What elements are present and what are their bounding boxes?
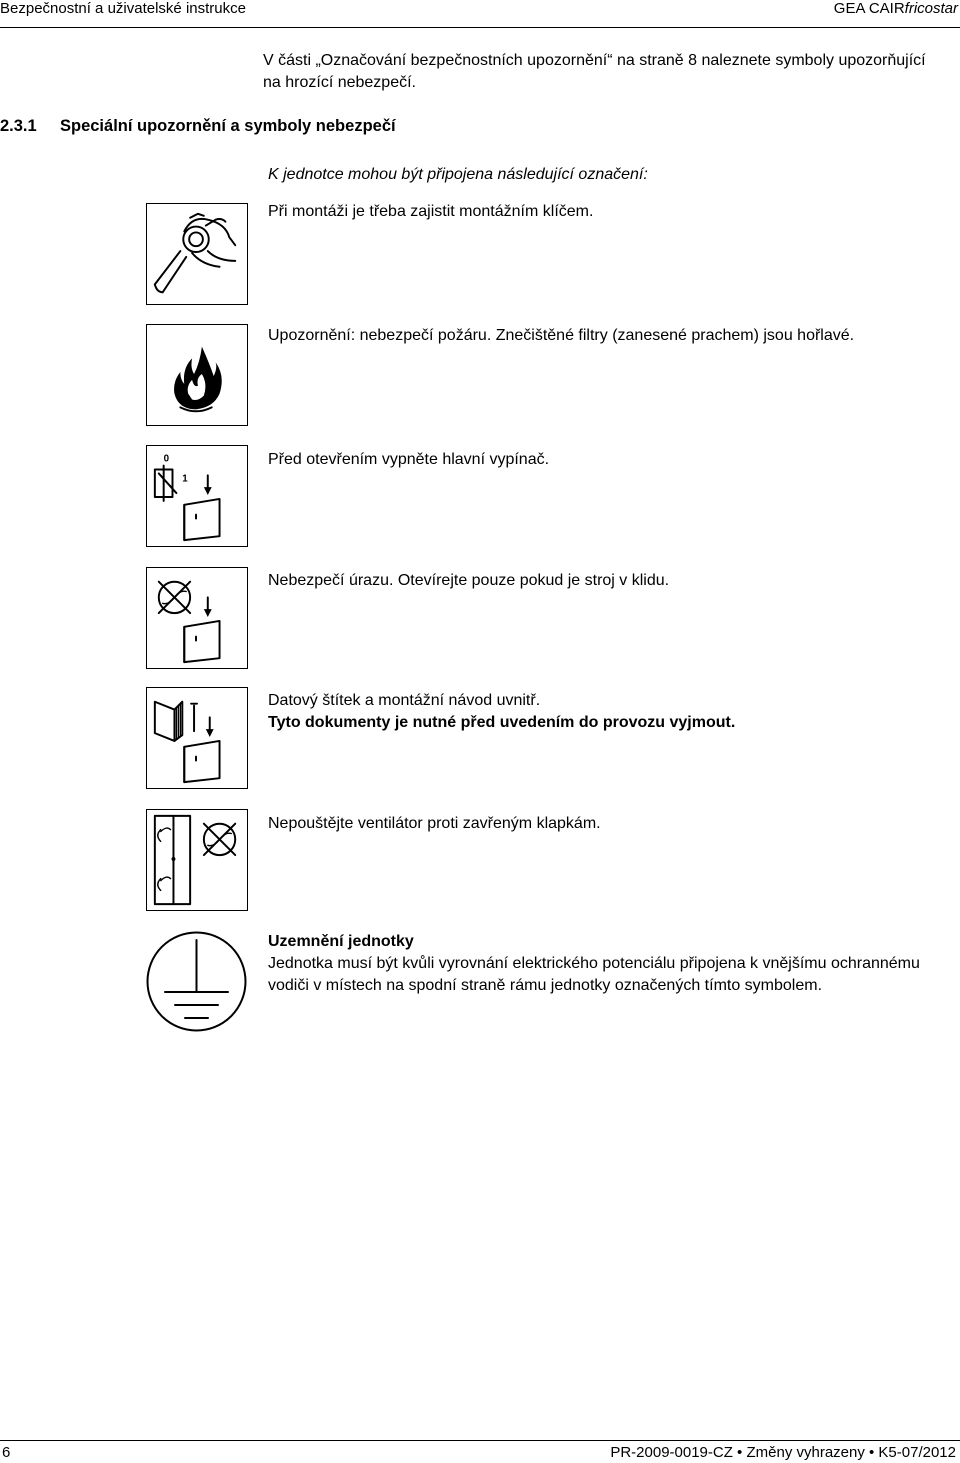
item-text-block xyxy=(268,690,928,734)
item-text: Nebezpečí úrazu. Otevírejte pouze pokud je stroj v klidu. xyxy=(268,572,670,589)
item-text: Nepouštějte ventilátor proti zavřeným klapkám. xyxy=(268,815,601,832)
section-heading xyxy=(0,117,396,136)
header-brand-text: GEA CAIR xyxy=(833,0,905,17)
footer-divider xyxy=(0,1440,960,1441)
item-title: Uzemnění jednotky xyxy=(268,933,414,950)
item-text-bold: Tyto dokumenty je nutné před uvedením do provozu vyjmout. xyxy=(268,714,736,731)
footer-doc-info: PR-2009-0019-CZ • Změny vyhrazeny • K5-07/2012 xyxy=(610,1444,956,1461)
item-text: Upozornění: nebezpečí požáru. Znečištěné filtry (zanesené prachem) jsou hořlavé. xyxy=(268,327,855,344)
header-brand xyxy=(834,0,958,17)
closed-damper-fan-icon xyxy=(146,809,248,911)
item-text-block xyxy=(268,931,928,997)
header-brand-italic: fricostar xyxy=(904,0,958,17)
wrench-hand-icon xyxy=(146,203,248,305)
item-text: Při montáži je třeba zajistit montážním klíčem. xyxy=(268,203,594,220)
item-text: Před otevřením vypněte hlavní vypínač. xyxy=(268,451,550,468)
item-text: Jednotka musí být kvůli vyrovnání elektrického potenciálu připojena k vnějšímu ochrannému vodiči v místech na spodní straně rámu jednotky označených tímto symbolem. xyxy=(268,955,920,994)
header-divider xyxy=(0,27,960,28)
header-title: Bezpečnostní a uživatelské instrukce xyxy=(0,0,246,17)
switch-label-1: 1 xyxy=(182,473,188,485)
main-switch-off-icon xyxy=(146,445,248,547)
switch-label-0: 0 xyxy=(163,453,170,465)
intro-paragraph: V části „Označování bezpečnostních upozornění“ na straně 8 naleznete symboly upozorňující na hrozící nebezpečí. xyxy=(263,52,926,91)
section-title: Speciální upozornění a symboly nebezpečí xyxy=(60,117,396,135)
item-text: Datový štítek a montážní návod uvnitř. xyxy=(268,692,541,709)
page-number: 6 xyxy=(2,1444,11,1461)
manual-inside-icon xyxy=(146,687,248,789)
flame-icon xyxy=(146,324,248,426)
fan-stopped-door-icon xyxy=(146,567,248,669)
section-number: 2.3.1 xyxy=(0,117,37,135)
protective-earth-icon xyxy=(145,930,248,1033)
lead-text: K jednotce mohou být připojena následující označení: xyxy=(268,166,648,183)
